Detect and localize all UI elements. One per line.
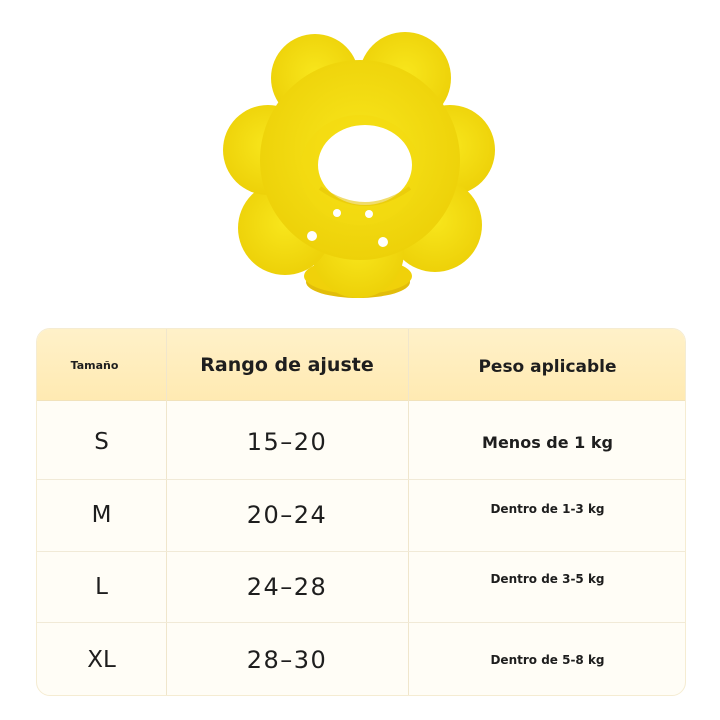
row-range: 24–28: [246, 572, 328, 601]
row-range: 15–20: [246, 428, 328, 456]
row-weight: Menos de 1 kg: [482, 432, 613, 452]
row-range: 28–30: [246, 645, 328, 674]
row-size: M: [91, 502, 112, 528]
row-size: L: [95, 573, 108, 600]
row-size: S: [94, 429, 109, 455]
header-weight: Peso aplicable: [478, 357, 617, 377]
row-weight: Dentro de 5-8 kg: [490, 652, 605, 667]
row-range: 20–24: [246, 501, 328, 529]
header-size: Tamaño: [70, 358, 119, 372]
row-weight: Dentro de 1-3 kg: [490, 502, 605, 516]
size-table: [36, 328, 686, 696]
header-range: Rango de ajuste: [200, 354, 374, 376]
flower-collar-icon: [210, 20, 510, 310]
row-weight: Dentro de 3-5 kg: [490, 571, 605, 586]
row-size: XL: [87, 646, 116, 673]
